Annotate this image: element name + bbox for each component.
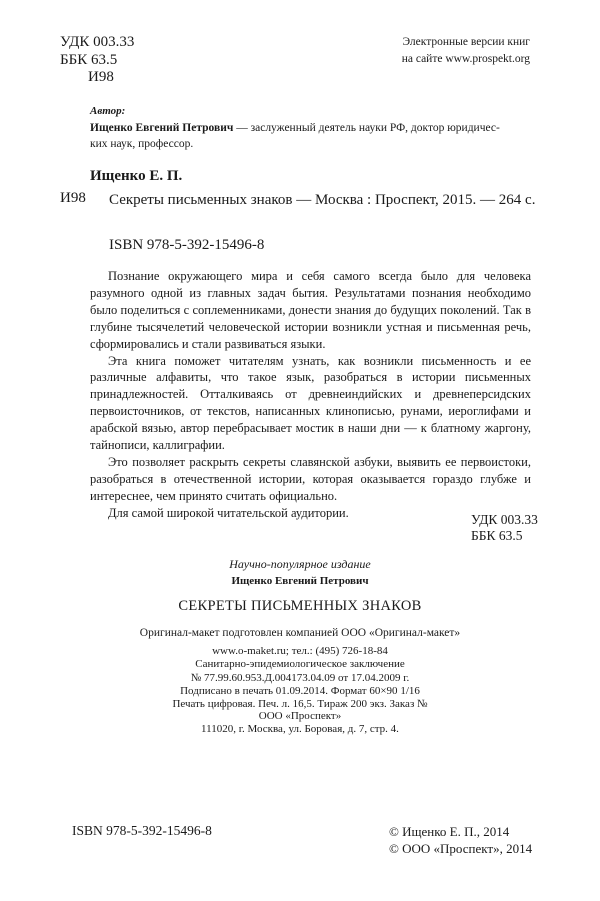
copyright-publisher: © ООО «Проспект», 2014 bbox=[389, 841, 533, 856]
colophon-author: Ищенко Евгений Петрович bbox=[231, 575, 369, 587]
author-desc-line1: — заслуженный деятель науки РФ, доктор юридичес- bbox=[233, 122, 500, 134]
author-desc-line2: ких наук, профессор. bbox=[90, 138, 194, 150]
udk-code-right: УДК 003.33 bbox=[471, 512, 538, 527]
copyright-block bbox=[389, 823, 532, 857]
technical-details bbox=[0, 645, 600, 711]
catalog-index: И98 bbox=[60, 190, 86, 206]
copyright-author: © Ищенко Е. П., 2014 bbox=[389, 824, 510, 839]
catalog-isbn: ISBN 978-5-392-15496-8 bbox=[109, 237, 265, 253]
catalog-author-heading: Ищенко Е. П. bbox=[90, 168, 183, 184]
ebook-note-line2: на сайте www.prospekt.org bbox=[401, 53, 530, 65]
author-label: Автор: bbox=[90, 105, 126, 117]
contacts-line: www.o-maket.ru; тел.: (495) 726-18-84 bbox=[212, 645, 388, 657]
author-description bbox=[90, 120, 540, 152]
annotation-paragraph: Для самой широкой читательской аудитории. bbox=[108, 505, 349, 520]
annotation-paragraph: Эта книга поможет читателям узнать, как возникли письменность и ее различные алфавиты, что такое язык, разобраться в истории письменных принадлежностей. Отталкиваясь от древнеиндийских и древнеперсидских первоисточников, от текстов, написанных клинописью, рунами, иероглифами и арабской вязью, автор перебрасывает мостик в наши дни — к блатному жаргону, тайнописи, каллиграфии. bbox=[90, 353, 531, 453]
colophon-book-title: СЕКРЕТЫ ПИСЬМЕННЫХ ЗНАКОВ bbox=[178, 598, 422, 614]
catalog-title-line: Секреты письменных знаков — Москва : Проспект, 2015. — 264 с. bbox=[109, 192, 536, 208]
edition-type: Научно-популярное издание bbox=[229, 557, 371, 571]
author-name: Ищенко Евгений Петрович bbox=[90, 122, 234, 134]
publisher-block bbox=[0, 710, 600, 737]
classification-codes-right bbox=[471, 512, 538, 544]
annotation bbox=[90, 268, 531, 522]
author-index: И98 bbox=[88, 69, 114, 85]
annotation-paragraph: Познание окружающего мира и себя самого всегда было для человека разумного одной из главных задач бытия. Результатами познания необходимо было поделиться с соплеменниками, донести знания до будущих поколений. Так в глубине тысячелетий человеческой истории возникли устная и письменная речь, сформировались и стали развиваться языки. bbox=[90, 269, 531, 351]
layout-prepared-note: Оригинал-макет подготовлен компанией ООО «Оригинал-макет» bbox=[139, 627, 461, 639]
publisher-name: ООО «Проспект» bbox=[258, 710, 342, 722]
sanitary-line-1: Санитарно-эпидемиологическое заключение bbox=[195, 658, 405, 671]
bbk-code: ББК 63.5 bbox=[60, 51, 118, 68]
signed-text: Подписано в печать 01.09.2014. Формат 60×90 bbox=[180, 684, 398, 697]
publisher-address: 111020, г. Москва, ул. Боровая, д. 7, стр. 4. bbox=[201, 723, 399, 736]
classification-codes bbox=[60, 34, 134, 87]
print-details-line: Печать цифровая. Печ. л. 16,5. Тираж 200 экз. Заказ № bbox=[172, 698, 428, 711]
bbk-code-right: ББК 63.5 bbox=[471, 528, 523, 543]
footer-isbn: ISBN 978-5-392-15496-8 bbox=[72, 823, 212, 838]
sanitary-line-2: № 77.99.60.953.Д.004173.04.09 от 17.04.2009 г. bbox=[190, 671, 410, 684]
ebook-note-line1: Электронные версии книг bbox=[402, 36, 530, 48]
annotation-paragraph: Это позволяет раскрыть секреты славянской азбуки, выявить ее первоистоки, разобраться в отечественной истории, которая оказывается гораздо глубже и интереснее, чем принято считать официально. bbox=[90, 454, 531, 503]
udk-code: УДК 003.33 bbox=[60, 34, 135, 50]
signed-line bbox=[0, 685, 600, 698]
format-fraction: 1/16 bbox=[400, 684, 420, 697]
ebook-note bbox=[402, 34, 530, 68]
